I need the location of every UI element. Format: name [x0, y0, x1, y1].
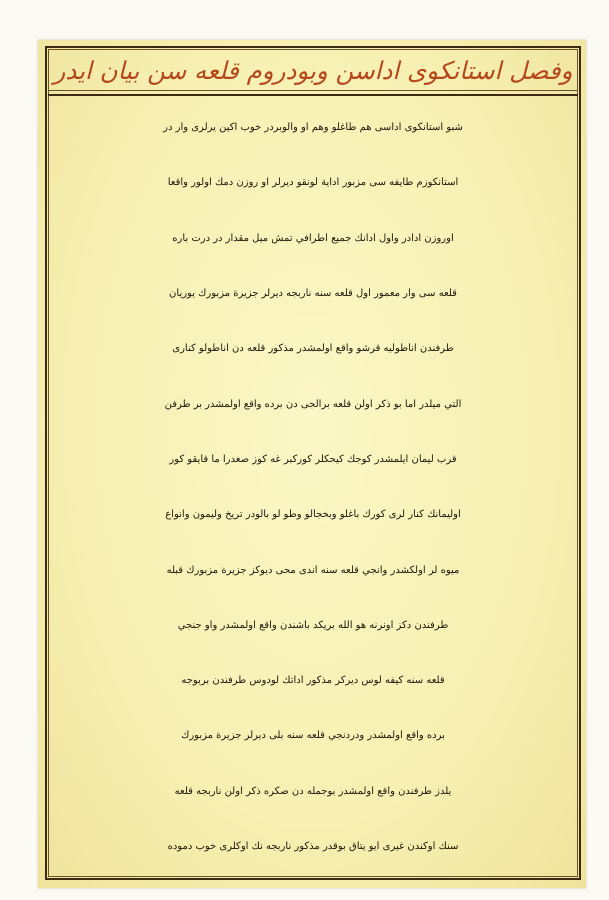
text-line: طرفندن اناطوليه قرشو واقع اولمشدر مذكور قلعه دن اناطولو كنارى — [172, 343, 454, 355]
text-line: سنك اوكندن غيرى ايو يتاق بوقدر مذكور ناربجه نك اوكلرى خوب دموده — [167, 841, 459, 852]
text-line: قلعه سنه كيفه لوس ديركر مذكور اداتك لودوس طرفندن بربوجه — [181, 675, 445, 687]
text-line: اوليمانك كنار لرى كورك باغلو وبخجالو وطو لو بالودر تريخ وليمون وانواع — [165, 509, 461, 521]
text-line: قرب ليمان ايلمشدر كوجك كيحكلر كوركبر غه كوز صغدرا ما قايقو كور — [169, 453, 457, 465]
text-line: استانكوزم طايفه سى مزبور اداية لونقو ديرلر او روزن دمك اولور واقعا — [167, 177, 459, 189]
heading-text: وفصل استانكوى اداسن وبودروم قلعه سن بيان ايدر — [53, 56, 573, 86]
text-line: اوروزن ادادر واول ادانك جميع اطرافي تمش ميل مقدار در درت باره — [172, 232, 454, 244]
text-line: شبو استانكوى اداسى هم طاغلو وهم او والوبردر خوب اكين يرلرى وار در — [163, 122, 463, 134]
heading-band — [48, 49, 578, 96]
text-line: التي ميلدر اما بو ذكر اولن قلعه برالجى دن برده واقع اولمشدر بر طرفن — [164, 398, 462, 410]
text-line: ميوه لر اولكشدر وانجي قلعه سنه اندى محى ديوكز جزيرة مزبورك قبله — [166, 564, 460, 576]
text-line: طرفندن دكز اونرنه هو الله بريكد باشندن واقع اولمشدر واو جنجي — [177, 619, 449, 631]
text-block — [52, 100, 574, 875]
text-line: قلعه سى وار معمور اول قلعه سنه ناربجه ديرلر جزيرة مزبورك يوريان — [169, 288, 457, 300]
text-line: يلدز طرفندن واقع اولمشدر بوجمله دن صكره ذكر اولن ناربجه قلعه — [174, 785, 452, 797]
text-line: برده واقع اولمشدر ودردنجي قلعه سنه بلى ديرلر جزيرة مزبورك — [181, 730, 445, 742]
